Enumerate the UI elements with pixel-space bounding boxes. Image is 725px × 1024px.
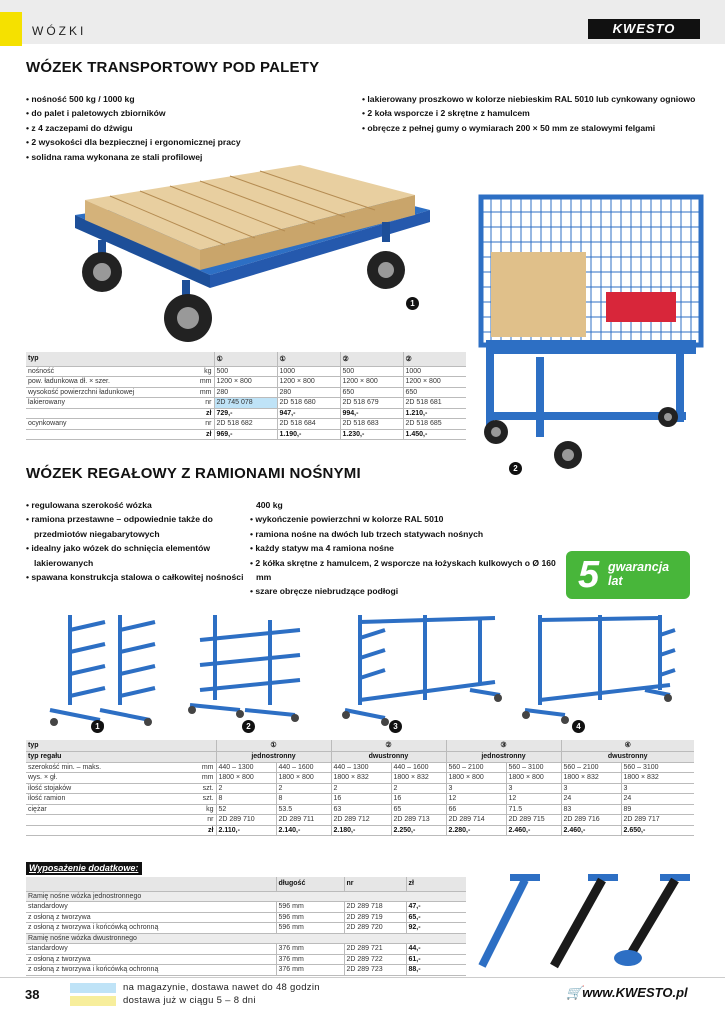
item-name: z osłoną z tworzywa i końcówką ochronną	[26, 923, 276, 934]
row-label: ciężar	[26, 804, 196, 815]
row-unit: kg	[196, 804, 216, 815]
table-cell: 500	[340, 366, 403, 377]
group-row	[26, 933, 466, 944]
stock-legend-text: na magazynie, dostawa nawet do 48 godzin	[123, 982, 320, 993]
support-arms-image	[470, 868, 700, 973]
table-cell: 24	[561, 794, 621, 805]
row-label	[26, 429, 192, 440]
guarantee-text	[608, 560, 669, 588]
row-unit: szt.	[196, 783, 216, 794]
row-unit: mm	[196, 773, 216, 784]
cantilever-image-number-2: 2	[242, 720, 255, 733]
group-name: Ramię nośne wózka dwustronnego	[26, 933, 466, 944]
table-cell: 1200 × 800	[340, 377, 403, 388]
table-row	[26, 965, 466, 976]
row-label: wys. × gł.	[26, 773, 196, 784]
table-subheader-row	[26, 751, 694, 762]
table-row	[26, 398, 466, 409]
table-cell: 1.450,-	[403, 429, 466, 440]
table-cell: 1800 × 800	[216, 773, 276, 784]
table-header-type: ②	[331, 740, 446, 751]
bullet-item: • wykończenie powierzchni w kolorze RAL 5010	[250, 512, 560, 526]
website-link[interactable]	[566, 985, 688, 1001]
item-name: z osłoną z tworzywa i końcówką ochronną	[26, 965, 276, 976]
table-cell: 3	[621, 783, 694, 794]
table-row	[26, 923, 466, 934]
table-cell: 83	[561, 804, 621, 815]
image-number-2: 2	[509, 462, 522, 475]
table-cell: 53.5	[276, 804, 331, 815]
row-label: wysokość powierzchni ładunkowej	[26, 387, 192, 398]
table-header-unit	[196, 740, 216, 751]
table-cell: 2D 518 681	[403, 398, 466, 409]
table-cell: 994,-	[340, 408, 403, 419]
table-cell: 440 – 1300	[216, 762, 276, 773]
item-length: 376 mm	[276, 954, 344, 965]
table-cell: 947,-	[277, 408, 340, 419]
table-cell: 560 – 3100	[506, 762, 561, 773]
table-header-type: ①	[277, 352, 340, 366]
item-name: z osłoną z tworzywa	[26, 954, 276, 965]
table-cell: 280	[277, 387, 340, 398]
row-unit: mm	[192, 377, 214, 388]
item-length: 596 mm	[276, 923, 344, 934]
table-cell: 500	[214, 366, 277, 377]
bullet-item: 400 kg	[256, 500, 283, 510]
table-cell: 2.140,-	[276, 825, 331, 836]
section1-bullets-right	[362, 92, 722, 135]
guarantee-line1: gwarancja	[608, 560, 670, 574]
table-cell: 440 – 1600	[391, 762, 446, 773]
category-title: WÓZKI	[32, 24, 87, 38]
bullet-item: • szare obręcze niebrudzące podłogi	[250, 584, 560, 598]
bullet-item: lakierowanych	[34, 557, 94, 568]
table-header-cell: nr	[344, 877, 406, 891]
row-unit: zł	[192, 408, 214, 419]
row-label: pow. ładunkowa dł. × szer.	[26, 377, 192, 388]
table-header-row	[26, 740, 694, 751]
table-cell: 1.190,-	[277, 429, 340, 440]
table-cell: 71.5	[506, 804, 561, 815]
table-cell: 2.650,-	[621, 825, 694, 836]
table-cell: 1800 × 832	[391, 773, 446, 784]
item-number: 2D 289 719	[344, 912, 406, 923]
table-cell: 2D 745 078	[214, 398, 277, 409]
image-number-1: 1	[406, 297, 419, 310]
table-cell: 16	[331, 794, 391, 805]
website-url: www.KWESTO.pl	[582, 985, 688, 1000]
table-cell: 2.460,-	[561, 825, 621, 836]
row-unit: nr	[196, 815, 216, 826]
item-price: 47,-	[406, 902, 466, 913]
table-cell: 2.280,-	[446, 825, 506, 836]
table-cell: 2.110,-	[216, 825, 276, 836]
table-cell: 2D 289 717	[621, 815, 694, 826]
row-label	[26, 825, 196, 836]
item-number: 2D 289 723	[344, 965, 406, 976]
item-price: 65,-	[406, 912, 466, 923]
table-row	[26, 429, 466, 440]
table-header-type: ①	[214, 352, 277, 366]
row-unit: nr	[192, 398, 214, 409]
table-cell: 2.460,-	[506, 825, 561, 836]
table-cell: 1000	[277, 366, 340, 377]
table-row	[26, 794, 694, 805]
table-cell: 66	[446, 804, 506, 815]
table-cell: 440 – 1600	[276, 762, 331, 773]
row-unit: mm	[192, 387, 214, 398]
table-cell: 2D 518 680	[277, 398, 340, 409]
table-row	[26, 815, 694, 826]
bullet-item: • obręcze z pełnej gumy o wymiarach 200 × 50 mm ze stalowymi felgami	[362, 121, 722, 135]
cart-icon: 🛒	[566, 985, 583, 1000]
table-subheader-type: dwustronny	[561, 751, 694, 762]
brand-logo: KWESTO	[588, 19, 700, 39]
table-header-type: ④	[561, 740, 694, 751]
item-length: 376 mm	[276, 944, 344, 955]
table-cell: 2.180,-	[331, 825, 391, 836]
table-row	[26, 804, 694, 815]
table-header-type: ②	[403, 352, 466, 366]
table-cell: 1800 × 832	[621, 773, 694, 784]
table-cell: 560 – 2100	[446, 762, 506, 773]
table-cell: 1200 × 800	[214, 377, 277, 388]
bullet-item: • 2 wysokości dla bezpiecznej i ergonomicznej pracy	[26, 135, 346, 149]
table-row	[26, 825, 694, 836]
table-header-row	[26, 352, 466, 366]
table-cell: 1800 × 800	[276, 773, 331, 784]
table-cell: 8	[276, 794, 331, 805]
table-cell: 280	[214, 387, 277, 398]
table-cell: 2D 289 710	[216, 815, 276, 826]
table-cell: 2D 518 682	[214, 419, 277, 430]
bullet-item: • spawana konstrukcja stalowa o całkowitej nośności	[26, 570, 251, 584]
table-cell: 1.230,-	[340, 429, 403, 440]
cantilever-image-number-1: 1	[91, 720, 104, 733]
table-row	[26, 902, 466, 913]
table-cell: 63	[331, 804, 391, 815]
table-cell: 560 – 2100	[561, 762, 621, 773]
table-cell: 1800 × 832	[561, 773, 621, 784]
bullet-item: • ramiona nośne na dwóch lub trzech statywach nośnych	[250, 527, 560, 541]
cantilever-carts-image	[40, 610, 680, 735]
stock-legend-swatch	[70, 983, 116, 993]
table-header-label: typ	[26, 352, 192, 366]
guarantee-number: 5	[578, 554, 600, 596]
row-label	[26, 408, 192, 419]
table-cell: 1800 × 800	[446, 773, 506, 784]
accessories-title: Wyposażenie dodatkowe:	[26, 862, 142, 875]
table-cell: 12	[446, 794, 506, 805]
section1-bullets-left	[26, 92, 346, 164]
table-row	[26, 408, 466, 419]
row-unit: szt.	[196, 794, 216, 805]
section2-bullets-right	[250, 498, 560, 599]
pallet-cart-spec-table	[26, 352, 466, 440]
mesh-cart-image	[476, 192, 706, 474]
table-cell: 3	[506, 783, 561, 794]
table-cell: 560 – 3100	[621, 762, 694, 773]
table-cell: 8	[216, 794, 276, 805]
bullet-item: • solidna rama wykonana ze stali profilowej	[26, 150, 346, 164]
bullet-item: przedmiotów niegabarytowych	[34, 528, 160, 539]
table-cell: 1800 × 832	[331, 773, 391, 784]
row-unit: kg	[192, 366, 214, 377]
table-subheader-unit	[196, 751, 216, 762]
item-length: 596 mm	[276, 912, 344, 923]
table-row	[26, 366, 466, 377]
table-cell: 65	[391, 804, 446, 815]
table-cell: 2D 518 683	[340, 419, 403, 430]
table-cell: 52	[216, 804, 276, 815]
table-row	[26, 762, 694, 773]
table-cell: 2D 518 685	[403, 419, 466, 430]
table-row	[26, 944, 466, 955]
item-price: 44,-	[406, 944, 466, 955]
table-cell: 1200 × 800	[403, 377, 466, 388]
table-header-cell	[26, 877, 276, 891]
table-header-type: ①	[216, 740, 331, 751]
table-cell: 650	[403, 387, 466, 398]
table-cell: 2	[331, 783, 391, 794]
table-cell: 24	[621, 794, 694, 805]
table-cell: 2	[276, 783, 331, 794]
guarantee-badge	[566, 551, 690, 599]
table-cell: 2D 289 714	[446, 815, 506, 826]
table-row	[26, 783, 694, 794]
table-header-cell: długość	[276, 877, 344, 891]
section2-title: WÓZEK REGAŁOWY Z RAMIONAMI NOŚNYMI	[26, 465, 361, 482]
item-length: 596 mm	[276, 902, 344, 913]
table-row	[26, 387, 466, 398]
item-price: 88,-	[406, 965, 466, 976]
table-cell: 3	[561, 783, 621, 794]
table-cell: 2D 289 712	[331, 815, 391, 826]
row-unit: zł	[192, 429, 214, 440]
table-cell: 2D 518 684	[277, 419, 340, 430]
table-header-type: ②	[340, 352, 403, 366]
table-cell: 3	[446, 783, 506, 794]
table-cell: 2	[216, 783, 276, 794]
item-number: 2D 289 721	[344, 944, 406, 955]
bullet-item: • regulowana szerokość wózka	[26, 498, 251, 512]
group-row	[26, 891, 466, 902]
row-unit: nr	[192, 419, 214, 430]
row-unit: zł	[196, 825, 216, 836]
table-cell: 16	[391, 794, 446, 805]
table-row	[26, 912, 466, 923]
item-name: z osłoną z tworzywa	[26, 912, 276, 923]
cantilever-image-number-4: 4	[572, 720, 585, 733]
table-cell: 1800 × 800	[506, 773, 561, 784]
bullet-item: mm	[256, 572, 272, 583]
table-row	[26, 419, 466, 430]
table-header-unit	[192, 352, 214, 366]
row-label: nośność	[26, 366, 192, 377]
pallet-cart-image	[60, 160, 445, 345]
item-number: 2D 289 722	[344, 954, 406, 965]
group-name: Ramię nośne wózka jednostronnego	[26, 891, 466, 902]
cantilever-cart-spec-table	[26, 740, 694, 836]
delivery-legend-text: dostawa już w ciągu 5 – 8 dni	[123, 995, 256, 1006]
bullet-item: • lakierowany proszkowo w kolorze niebieskim RAL 5010 lub cynkowany ogniowo	[362, 92, 722, 106]
bullet-item: • idealny jako wózek do schnięcia elementów	[26, 541, 251, 555]
table-row	[26, 773, 694, 784]
item-length: 376 mm	[276, 965, 344, 976]
row-label: ilość stojaków	[26, 783, 196, 794]
footer-divider	[0, 977, 725, 978]
cantilever-image-number-3: 3	[389, 720, 402, 733]
table-cell: 2D 289 711	[276, 815, 331, 826]
table-subheader-type: jednostronny	[446, 751, 561, 762]
row-label: szerokość min. – maks.	[26, 762, 196, 773]
row-label: lakierowany	[26, 398, 192, 409]
item-price: 92,-	[406, 923, 466, 934]
table-cell: 2.250,-	[391, 825, 446, 836]
table-cell: 89	[621, 804, 694, 815]
bullet-item: • do palet i paletowych zbiorników	[26, 106, 346, 120]
table-cell: 2D 289 715	[506, 815, 561, 826]
table-header-cell: zł	[406, 877, 466, 891]
bullet-item: • nośność 500 kg / 1000 kg	[26, 92, 346, 106]
table-cell: 440 – 1300	[331, 762, 391, 773]
section2-bullets-left	[26, 498, 251, 584]
table-cell: 2D 289 716	[561, 815, 621, 826]
item-number: 2D 289 718	[344, 902, 406, 913]
table-cell: 2	[391, 783, 446, 794]
row-label	[26, 815, 196, 826]
table-row	[26, 954, 466, 965]
table-cell: 729,-	[214, 408, 277, 419]
table-subheader-type: jednostronny	[216, 751, 331, 762]
table-cell: 1000	[403, 366, 466, 377]
page-number: 38	[25, 987, 40, 1002]
table-header-label: typ	[26, 740, 196, 751]
accessories-table	[26, 877, 466, 976]
bullet-item: • z 4 zaczepami do dźwigu	[26, 121, 346, 135]
table-cell: 969,-	[214, 429, 277, 440]
table-cell: 2D 289 713	[391, 815, 446, 826]
delivery-legend-swatch	[70, 996, 116, 1006]
table-header-type: ③	[446, 740, 561, 751]
bullet-item: • każdy statyw ma 4 ramiona nośne	[250, 541, 560, 555]
table-subheader-type: dwustronny	[331, 751, 446, 762]
table-cell: 1200 × 800	[277, 377, 340, 388]
table-cell: 2D 518 679	[340, 398, 403, 409]
table-cell: 12	[506, 794, 561, 805]
row-label: ocynkowany	[26, 419, 192, 430]
item-name: standardowy	[26, 944, 276, 955]
table-row	[26, 377, 466, 388]
guarantee-line2: lat	[608, 574, 623, 588]
bullet-item: • ramiona przestawne – odpowiednie także do	[26, 512, 251, 526]
table-cell: 650	[340, 387, 403, 398]
table-cell: 1.210,-	[403, 408, 466, 419]
row-unit: mm	[196, 762, 216, 773]
section1-title: WÓZEK TRANSPORTOWY POD PALETY	[26, 59, 320, 76]
item-name: standardowy	[26, 902, 276, 913]
row-label: ilość ramion	[26, 794, 196, 805]
bullet-item: • 2 kółka skrętne z hamulcem, 2 wsporcze na łożyskach kulkowych o Ø 160	[250, 556, 560, 570]
item-number: 2D 289 720	[344, 923, 406, 934]
header-accent	[0, 12, 22, 46]
bullet-item: • 2 koła wsporcze i 2 skrętne z hamulcem	[362, 106, 722, 120]
table-subheader-label: typ regału	[26, 751, 196, 762]
table-header-row	[26, 877, 466, 891]
item-price: 61,-	[406, 954, 466, 965]
